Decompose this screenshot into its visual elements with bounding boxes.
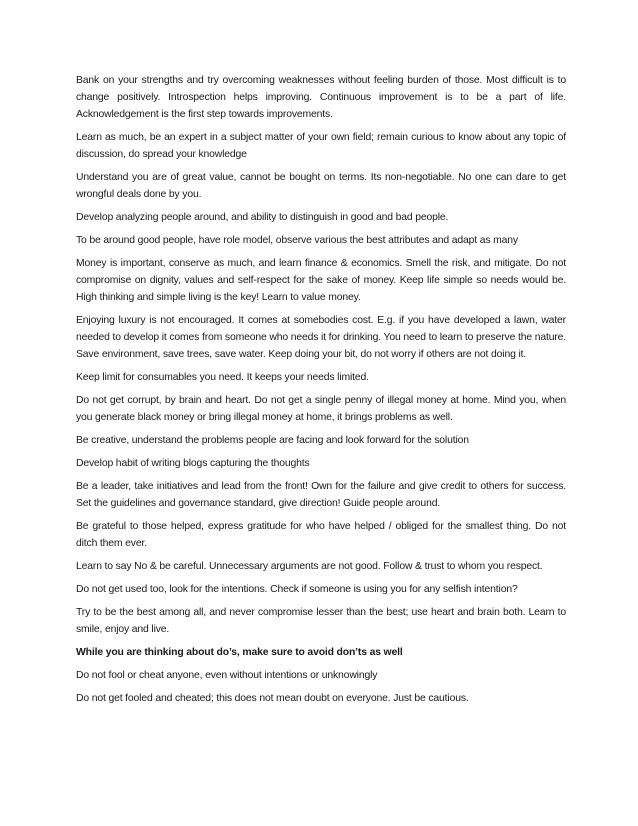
paragraph-say-no: Learn to say No & be careful. Unnecessary arguments are not good. Follow & trust to whom you respect. <box>76 561 543 572</box>
paragraph-good-people: To be around good people, have role model, observe various the best attributes and adapt as many <box>76 235 518 246</box>
paragraph-best: Try to be the best among all, and never compromise lesser than the best; use heart and brain both. Learn to smile, enjoy and live. <box>76 607 566 635</box>
paragraph-strengths: Bank on your strengths and try overcoming weaknesses without feeling burden of those. Most difficult is to change positively. Introspection helps improving. Continuous improvement is to be a part of life. Acknowledgement is the first step towards improvements. <box>76 75 566 120</box>
paragraph-consumables: Keep limit for consumables you need. It keeps your needs limited. <box>76 372 369 383</box>
paragraph-luxury: Enjoying luxury is not encouraged. It comes at somebodies cost. E.g. if you have developed a lawn, water needed to develop it comes from someone who needs it for drinking. You need to learn to preserve the nature. Save environment, save trees, save water. Keep doing your bit, do not worry if others are not doing it. <box>76 315 566 360</box>
paragraph-money: Money is important, conserve as much, and learn finance & economics. Smell the risk, and mitigate. Do not compromise on dignity, values and self-respect for the sake of money. Keep life simple so needs would be. High thinking and simple living is the key! Learn to value money. <box>76 258 566 303</box>
paragraph-blogs: Develop habit of writing blogs capturing the thoughts <box>76 458 310 469</box>
paragraph-intentions: Do not get used too, look for the intentions. Check if someone is using you for any selfish intention? <box>76 584 518 595</box>
paragraph-learn: Learn as much, be an expert in a subject matter of your own field; remain curious to know about any topic of discussion, do spread your knowledge <box>76 132 566 160</box>
paragraph-creative: Be creative, understand the problems people are facing and look forward for the solution <box>76 435 469 446</box>
paragraph-cautious: Do not get fooled and cheated; this does not mean doubt on everyone. Just be cautious. <box>76 693 469 704</box>
paragraph-corruption: Do not get corrupt, by brain and heart. Do not get a single penny of illegal money at home. Mind you, when you generate black money or bring illegal money at home, it brings problems as well. <box>76 395 566 423</box>
document-body <box>76 72 566 713</box>
paragraph-grateful: Be grateful to those helped, express gratitude for who have helped / obliged for the smallest thing. Do not ditch them ever. <box>76 521 566 549</box>
section-heading-donts: While you are thinking about do’s, make sure to avoid don’ts as well <box>76 647 403 658</box>
paragraph-no-cheat: Do not fool or cheat anyone, even without intentions or unknowingly <box>76 670 378 681</box>
paragraph-leader: Be a leader, take initiatives and lead from the front! Own for the failure and give credit to others for success. Set the guidelines and governance standard, give direction! Guide people around. <box>76 481 566 509</box>
paragraph-value: Understand you are of great value, cannot be bought on terms. Its non-negotiable. No one can dare to get wrongful deals done by you. <box>76 172 566 200</box>
paragraph-analyze-people: Develop analyzing people around, and ability to distinguish in good and bad people. <box>76 212 449 223</box>
